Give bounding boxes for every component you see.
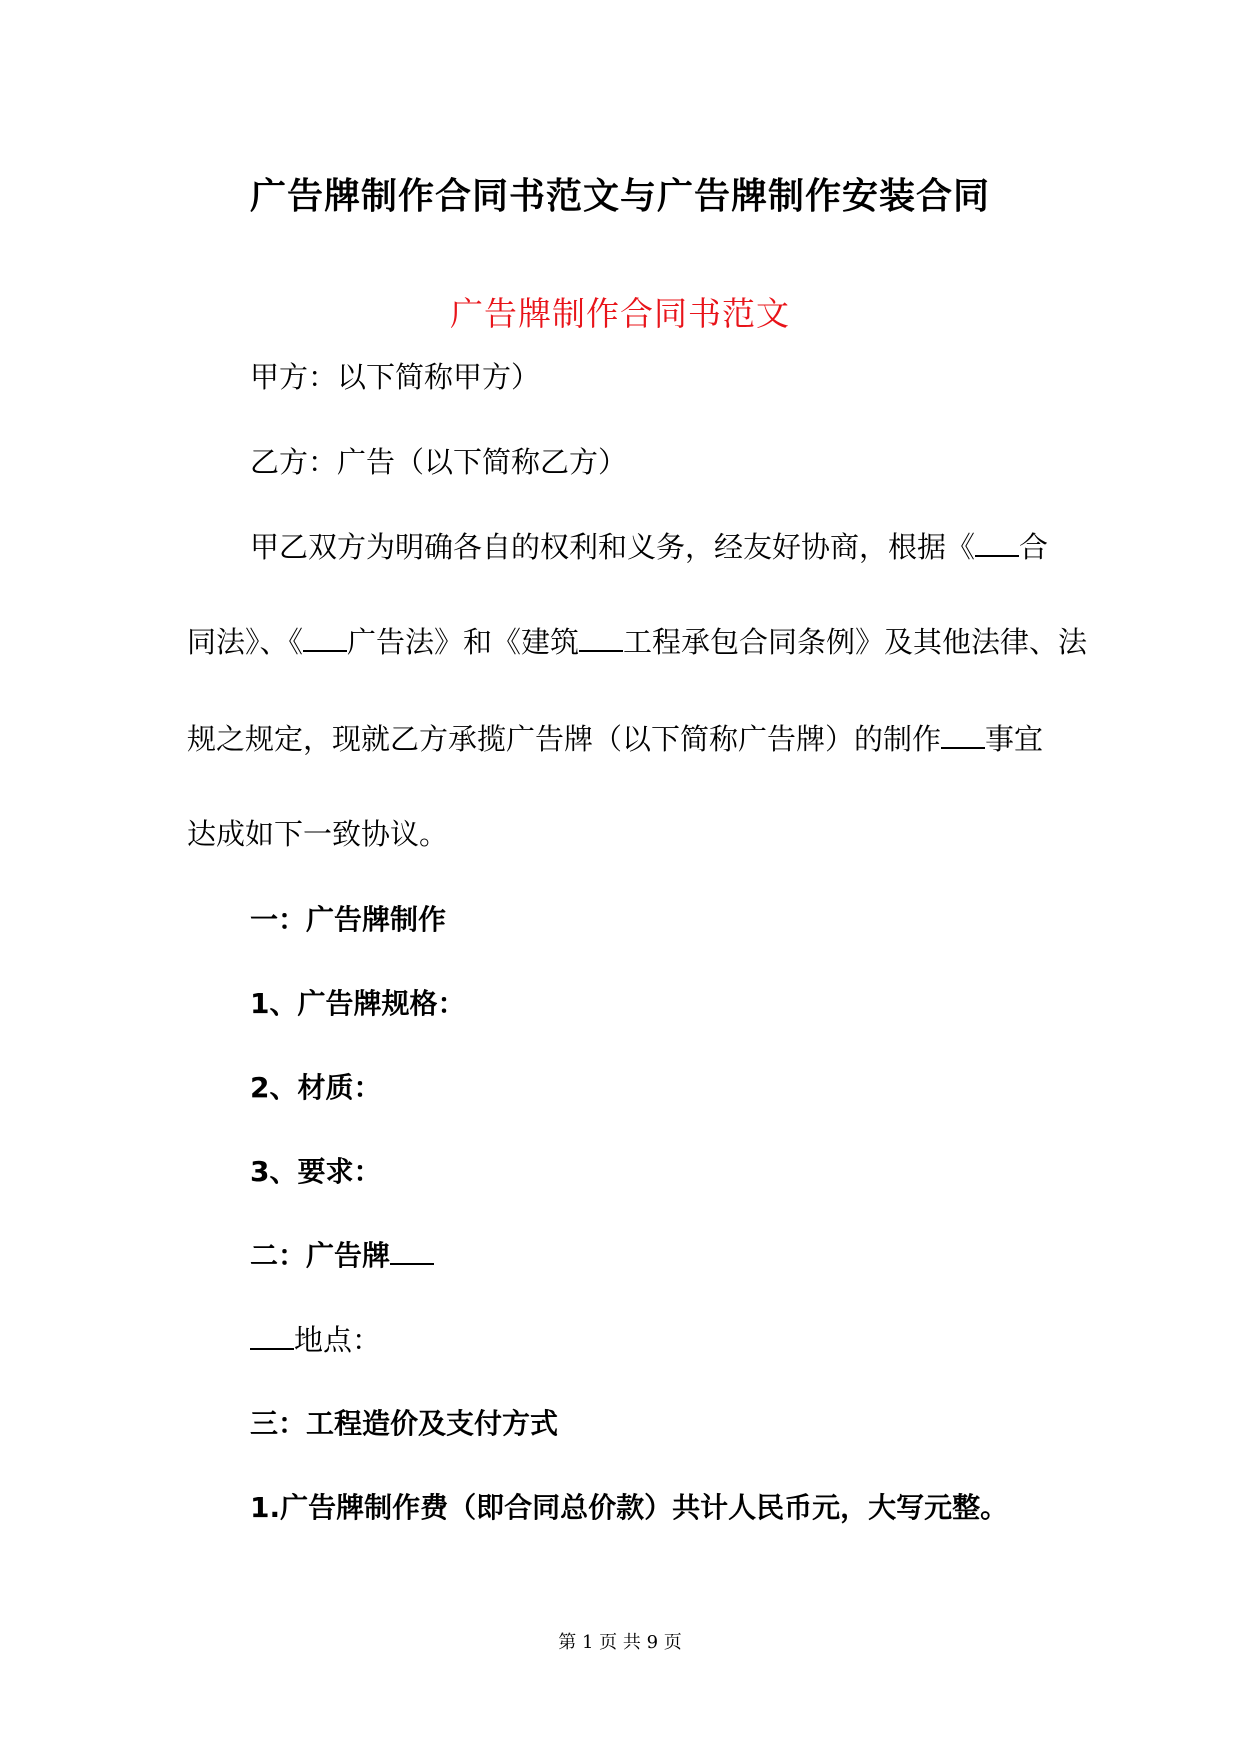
section-3-item-1: 1.广告牌制作费（即合同总价款）共计人民币元，大写元整。 [250,1491,1009,1524]
blank-field [303,624,347,652]
intro-text: 同法》、《 [187,625,304,659]
intro-text: 广告法》和《建筑 [347,625,580,659]
blank-field [975,529,1019,557]
section-2-text: 二：广告牌 [250,1239,391,1272]
blank-field [941,721,985,749]
intro-line-4: 达成如下一致协议。 [187,817,449,851]
section-1-heading: 一：广告牌制作 [250,903,447,936]
intro-line-3 [187,717,1043,758]
section-1-item-3: 3、要求： [250,1155,382,1188]
blank-field [390,1237,434,1265]
section-1-item-1: 1、广告牌规格： [250,987,466,1020]
blank-field [250,1322,294,1350]
intro-text: 事宜 [985,722,1044,756]
section-3-heading: 三：工程造价及支付方式 [250,1407,559,1440]
blank-field [579,624,623,652]
party-b-line: 乙方：广告（以下简称乙方） [250,445,628,479]
document-title: 广告牌制作合同书范文与广告牌制作安装合同 [249,175,990,217]
intro-text: 合 [1019,530,1049,564]
intro-line-2 [187,620,1087,661]
intro-line-1 [250,525,1048,566]
section-2-location [250,1318,381,1359]
intro-text: 规之规定，现就乙方承揽广告牌（以下简称广告牌）的制作 [187,722,942,756]
intro-text: 工程承包合同条例》及其他法律、法 [623,625,1088,659]
section-1-item-2: 2、材质： [250,1071,382,1104]
section-2-heading [250,1234,434,1274]
intro-text: 甲乙双方为明确各自的权利和义务，经友好协商，根据《 [250,530,976,564]
location-label: 地点： [294,1323,382,1357]
party-a-line: 甲方：以下简称甲方） [250,360,541,394]
page-footer: 第 1 页 共 9 页 [558,1632,682,1653]
section-subtitle: 广告牌制作合同书范文 [450,294,790,333]
